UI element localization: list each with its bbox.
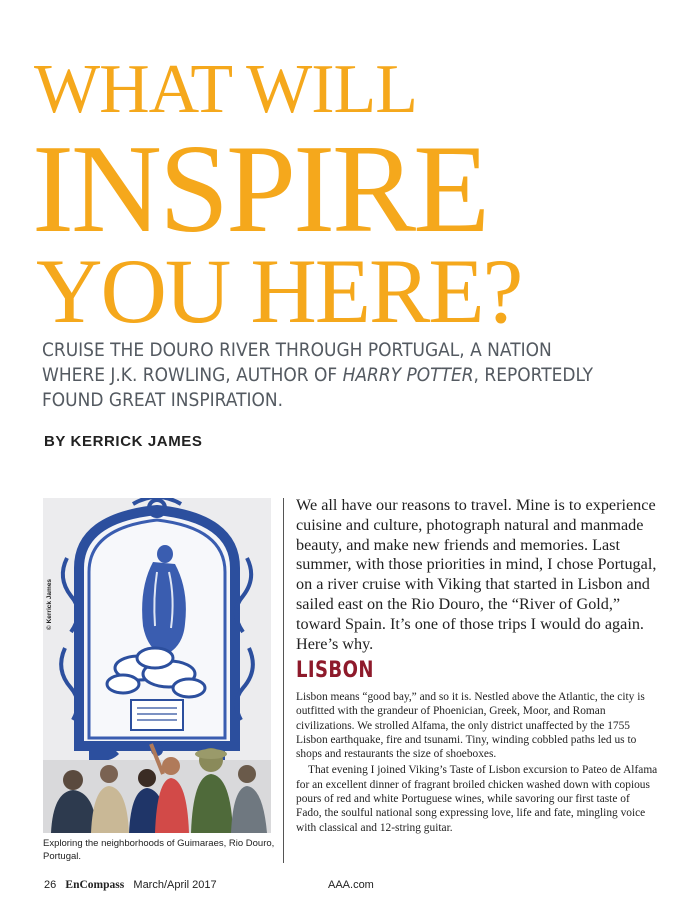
footer-website-wrap (328, 879, 374, 891)
section-body (296, 690, 658, 835)
headline-line-1: WHAT WILL (34, 51, 418, 128)
photo-credit: © Kerrick James (46, 578, 53, 630)
byline: BY KERRICK JAMES (44, 433, 203, 450)
section-heading-lisbon: LISBON (296, 658, 374, 683)
headline-line-2: INSPIRE (32, 120, 488, 259)
body-paragraph-1: Lisbon means “good bay,” and so it is. Nestled above the Atlantic, the city is outfitted with the grandeur of Phoenician, Greek, Moor, and Roman civilizations. We strolled Alfama, the only district unaffected by the 1755 Lisbon earthquake, fire and tsunami. Tiny, winding cobbled paths led us to shops and restaurants the size of shoeboxes. (296, 691, 645, 761)
deck-text-1: CRUISE THE DOURO RIVER THROUGH PORTUGAL, A NATION WHERE J.K. ROWLING, AUTHOR OF (42, 340, 552, 386)
footer (44, 879, 217, 891)
issue-date: March/April 2017 (133, 879, 217, 891)
deck-subtitle (42, 338, 594, 413)
footer-website: AAA.com (328, 879, 374, 891)
deck-text-2: , REPORTEDLY FOUND GREAT INSPIRATION. (42, 365, 594, 411)
photo-credit-wrap (46, 570, 56, 630)
azulejo-photo (43, 498, 271, 833)
photo-caption: Exploring the neighborhoods of Guimaraes, Rio Douro, Portugal. (43, 838, 275, 862)
deck-book-title: HARRY POTTER (342, 365, 474, 386)
headline-line-3: YOU HERE? (36, 240, 522, 342)
magazine-name: EnCompass (65, 879, 125, 891)
page-number: 26 (44, 879, 57, 891)
azulejo-tile-illustration (43, 498, 271, 833)
body-paragraph-2: That evening I joined Viking’s Taste of Lisbon excursion to Pateo de Alfama for an excellent dinner of fragrant broiled chicken washed down with copious pours of red and white Portuguese wines, while savoring our first taste of Fado, the soulful national song expressing love, life and fate, mingling voice with classical and 12-string guitar. (296, 764, 658, 834)
column-divider (283, 498, 284, 863)
intro-paragraph: We all have our reasons to travel. Mine is to experience cuisine and culture, photograph natural and manmade beauty, and make new friends and memories. Last summer, with those priorities in mind, I chose Portugal, on a river cruise with Viking that started in Lisbon and sailed east on the Rio Douro, the “River of Gold,” toward Spain. It’s one of those trips I would do again. Here’s why. (296, 496, 657, 653)
